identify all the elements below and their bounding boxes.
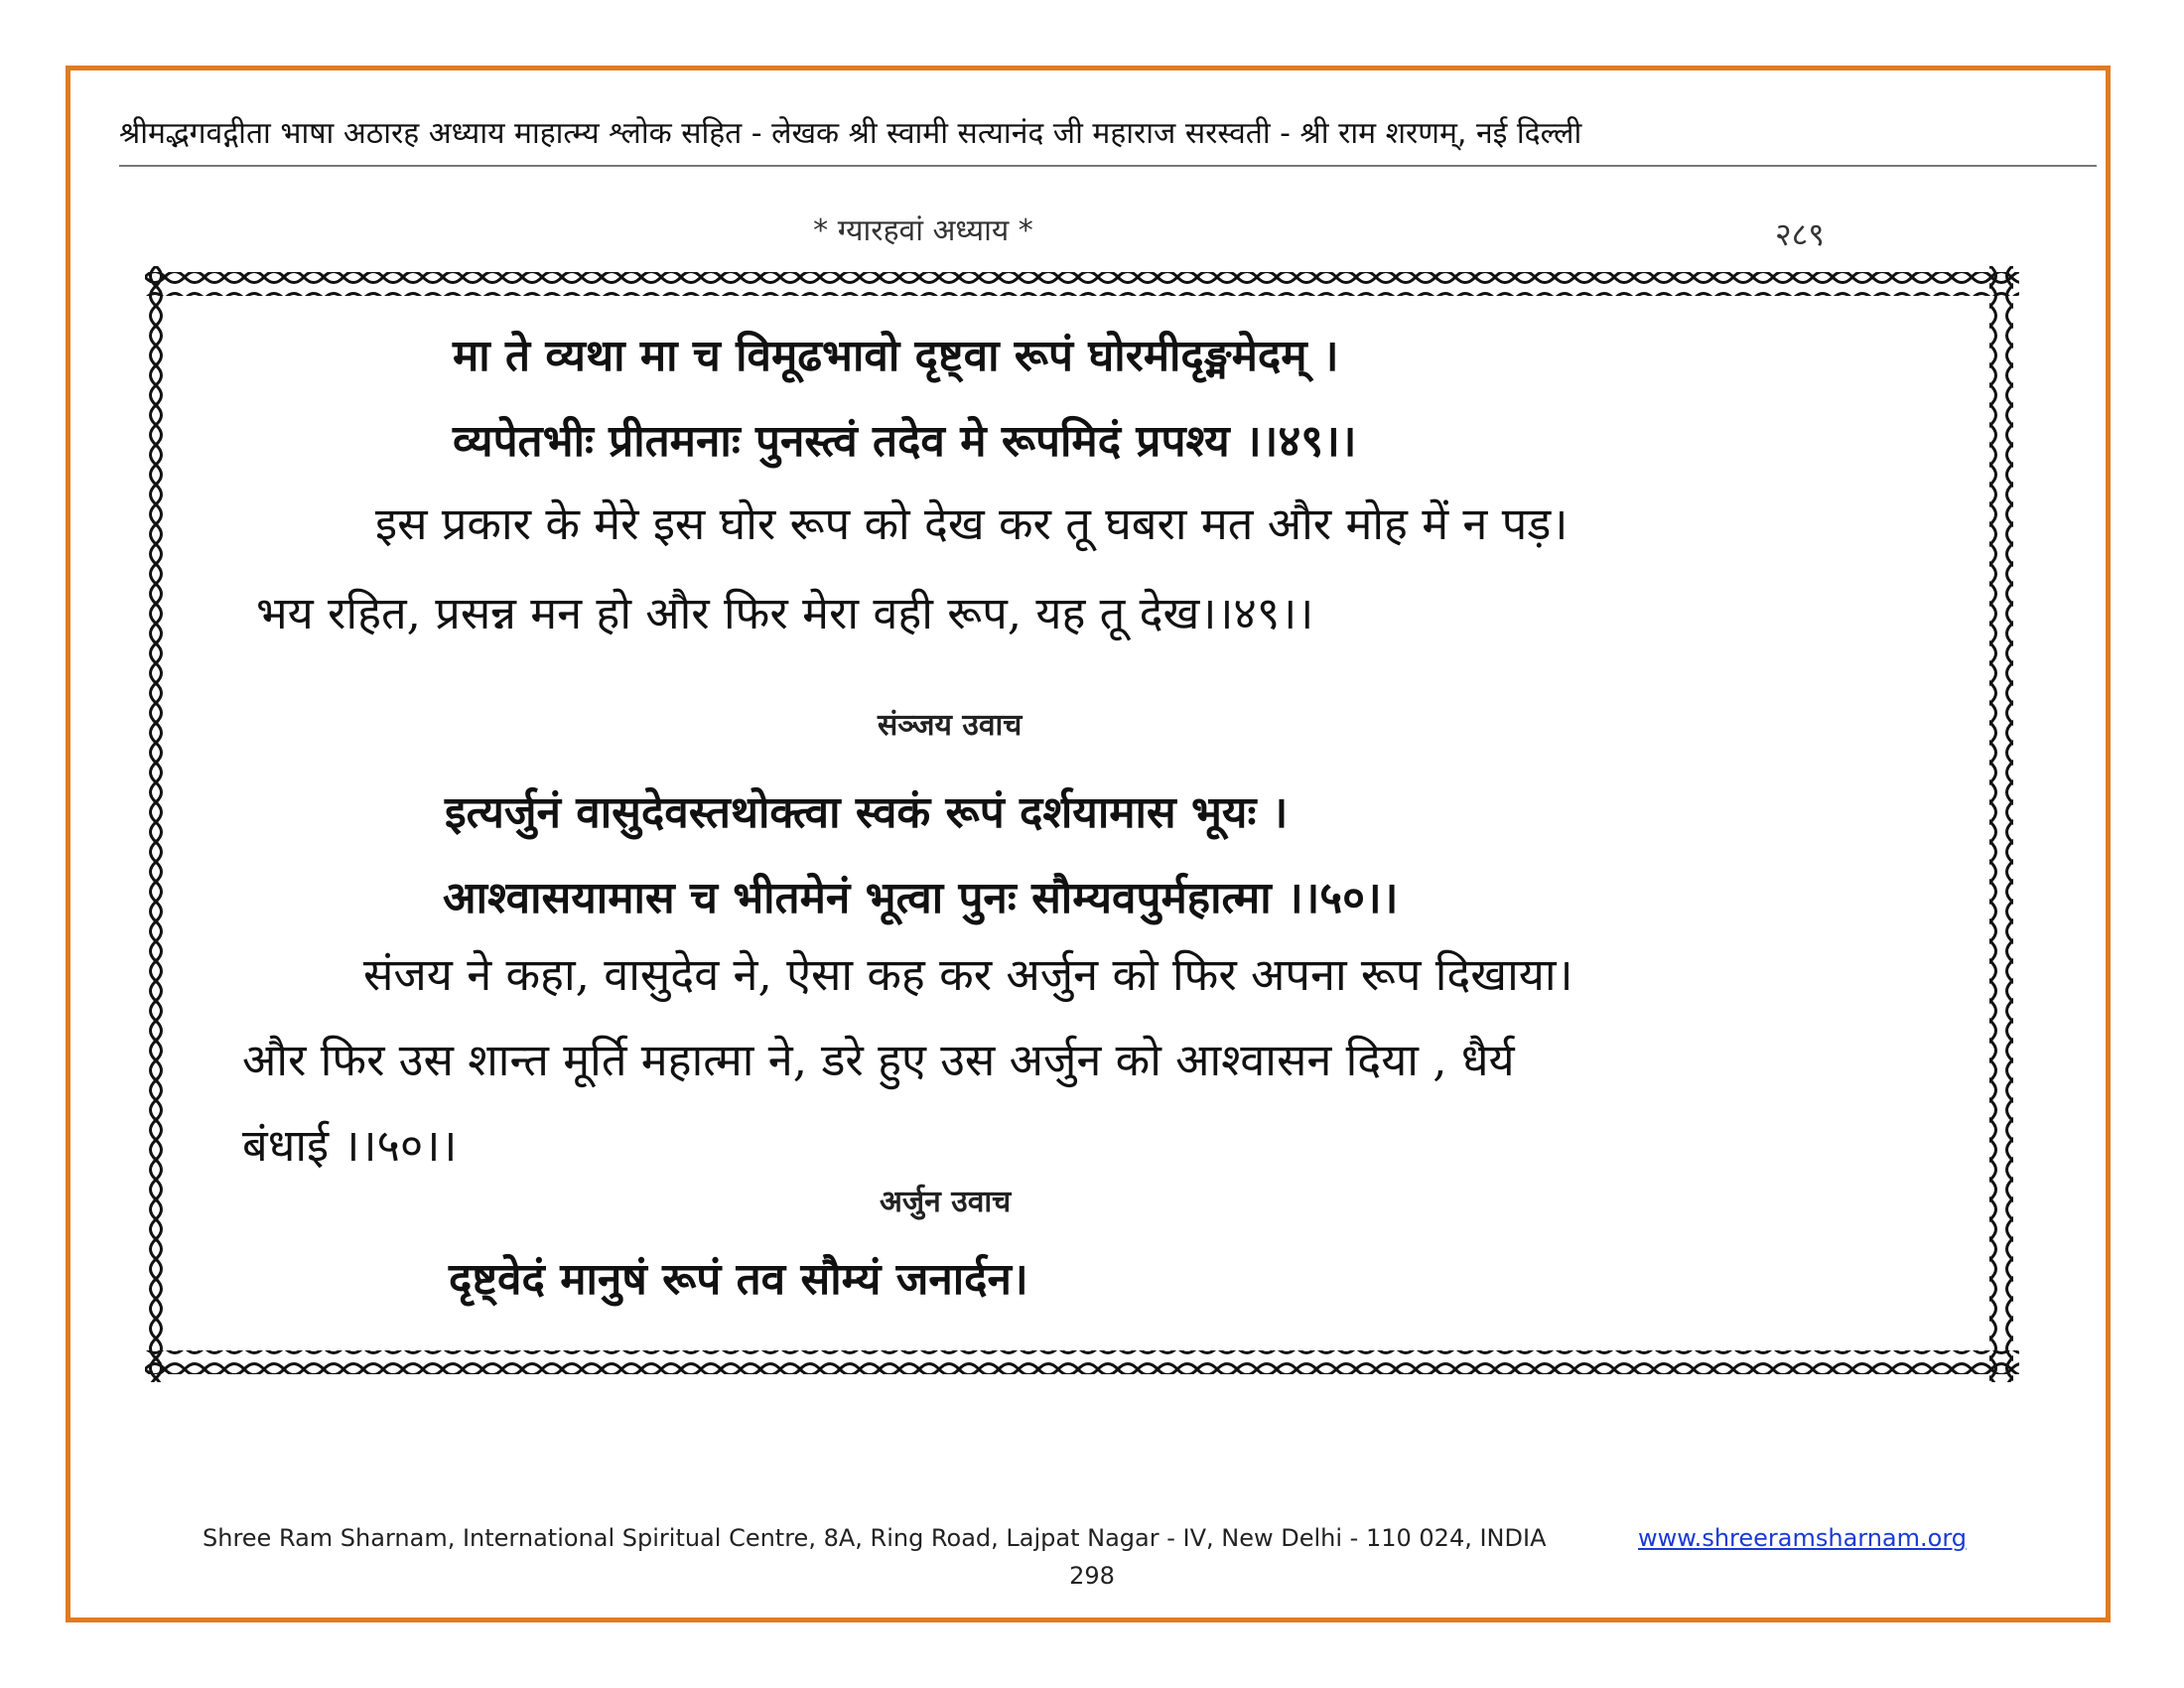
verse-line: व्यपेतभीः प्रीतमनाः पुनस्त्वं तदेव मे रूपमिदं प्रपश्य ।।४९।। — [453, 416, 1357, 467]
translation-line: संजय ने कहा, वासुदेव ने, ऐसा कह कर अर्जुन को फिर अपना रूप दिखाया। — [363, 948, 1573, 1001]
scan-page-number: २८९ — [1775, 215, 1825, 253]
verse-line: दृष्ट्वेदं मानुषं रूपं तव सौम्यं जनार्दन। — [449, 1254, 1028, 1305]
speaker-heading: अर्जुन उवाच — [880, 1185, 1012, 1219]
translation-line: और फिर उस शान्त मूर्ति महात्मा ने, डरे हुए उस अर्जुन को आश्वासन दिया , धैर्य — [242, 1034, 1515, 1086]
translation-line: इस प्रकार के मेरे इस घोर रूप को देख कर तू घबरा मत और मोह में न पड़। — [375, 497, 1569, 550]
footer-page-number: 298 — [1069, 1562, 1115, 1590]
header-title: श्रीमद्भगवद्गीता भाषा अठारह अध्याय माहात्म्य श्लोक सहित - लेखक श्री स्वामी सत्यानंद जी महाराज सरस्वती - श्री राम शरणम्, नई दिल्ली — [119, 116, 1582, 151]
verse-line: मा ते व्यथा मा च विमूढभावो दृष्ट्वा रूपं घोरमीदृङ्ममेदम् । — [453, 331, 1339, 381]
header-divider — [119, 165, 2097, 167]
verse-line: इत्यर्जुनं वासुदेवस्तथोक्त्वा स्वकं रूपं दर्शयामास भूयः । — [445, 787, 1289, 838]
website-link[interactable]: www.shreeramsharnam.org — [1638, 1524, 1968, 1552]
chapter-heading: * ग्यारहवां अध्याय * — [813, 213, 1033, 248]
translation-line: भय रहित, प्रसन्न मन हो और फिर मेरा वही रूप, यह तू देख।।४९।। — [256, 587, 1314, 639]
verse-line: आश्वासयामास च भीतमेनं भूत्वा पुनः सौम्यवपुर्महात्मा ।।५०।। — [443, 873, 1399, 923]
footer-address: Shree Ram Sharnam, International Spiritual Centre, 8A, Ring Road, Lajpat Nagar - IV, New Delhi - 110 024, INDIA — [203, 1524, 1547, 1552]
translation-line: बंधाई ।।५०।। — [242, 1119, 458, 1172]
speaker-heading: संञ्जय उवाच — [878, 708, 1023, 743]
